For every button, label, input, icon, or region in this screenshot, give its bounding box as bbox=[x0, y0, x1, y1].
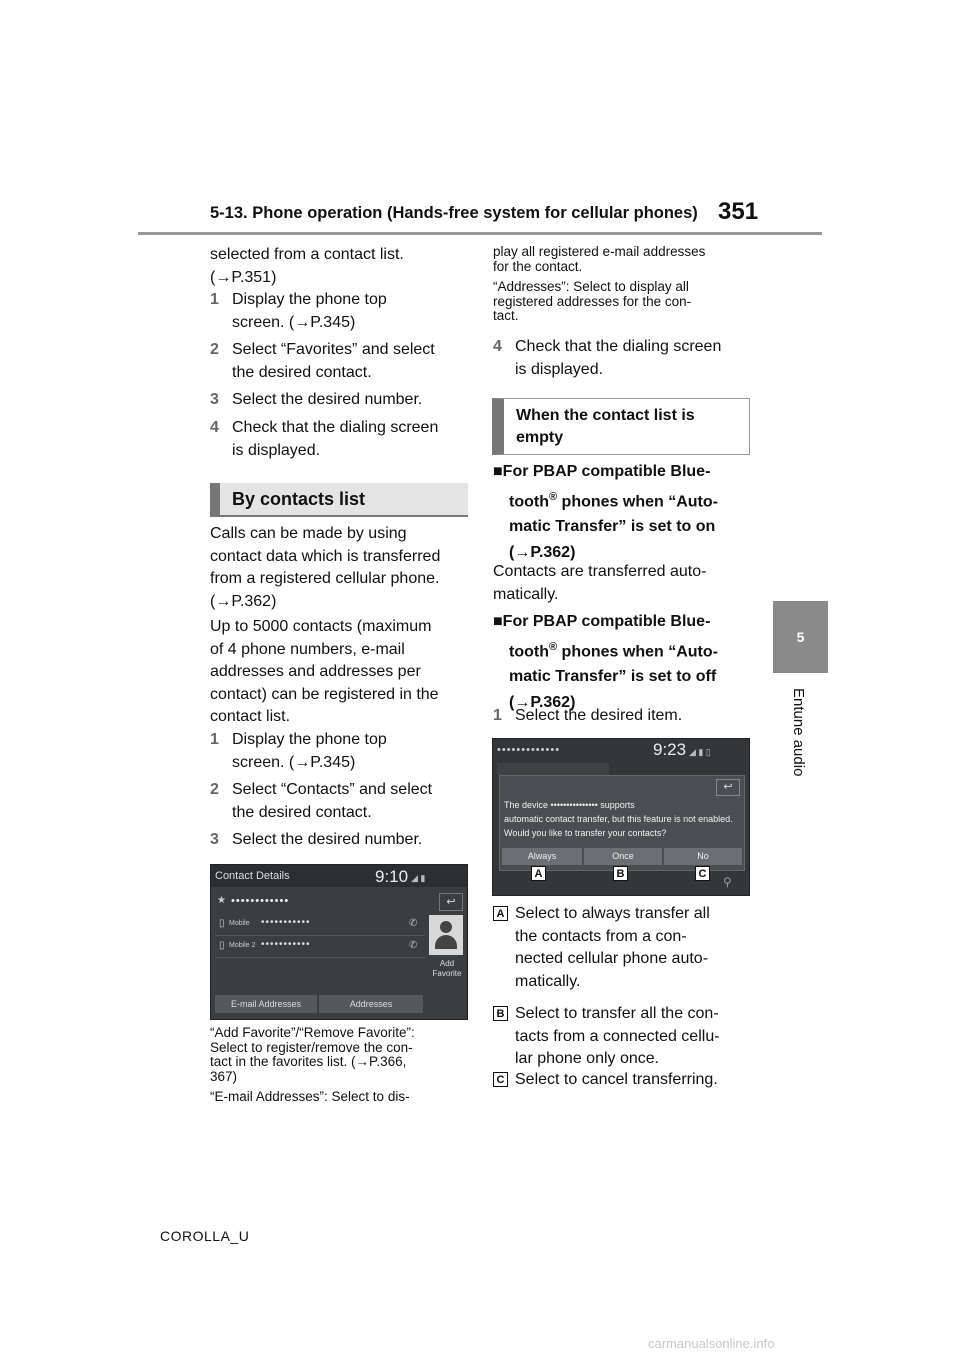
row-label: Mobile 2 bbox=[229, 942, 256, 949]
step-a3 bbox=[210, 389, 470, 412]
step-text: Select the desired number. bbox=[232, 391, 423, 408]
item-b bbox=[493, 1003, 755, 1071]
bullet-heading-on bbox=[493, 460, 755, 564]
step-text: Check that the dialing screen bbox=[232, 419, 439, 436]
para-line: Calls can be made by using bbox=[210, 525, 407, 542]
step-a1 bbox=[210, 289, 470, 334]
note-line: tact in the favorites list. (→P.366, bbox=[210, 1054, 407, 1069]
para-line: (→P.362) bbox=[210, 592, 277, 610]
item-label-box: C bbox=[493, 1072, 508, 1087]
transfer-dialog-screenshot bbox=[492, 738, 750, 896]
star-icon: ★ bbox=[217, 895, 226, 906]
intro-ref: (→P.351) bbox=[210, 268, 277, 286]
step-number: 2 bbox=[210, 341, 219, 358]
watermark: carmanualsonline.info bbox=[648, 1336, 775, 1351]
item-line: nected cellular phone auto- bbox=[515, 950, 709, 967]
no-button[interactable]: No bbox=[664, 848, 742, 865]
message-line: Would you like to transfer your contacts? bbox=[504, 828, 667, 838]
callout-a: A bbox=[531, 866, 546, 881]
step-text: the desired contact. bbox=[232, 803, 372, 821]
note-line: tact. bbox=[493, 308, 519, 323]
email-addresses-button[interactable]: E-mail Addresses bbox=[215, 995, 317, 1013]
step-text: is displayed. bbox=[515, 360, 604, 378]
step-text: is displayed. bbox=[232, 441, 321, 459]
screen-title: ••••••••••••• bbox=[497, 744, 561, 756]
step-text: Select “Favorites” and select bbox=[232, 341, 435, 358]
item-line: Select to cancel transferring. bbox=[515, 1071, 718, 1088]
step-number: 4 bbox=[210, 419, 219, 436]
item-label-box: B bbox=[493, 1006, 508, 1021]
para-line: addresses and addresses per bbox=[210, 663, 421, 680]
screen-clock: 9:10 bbox=[375, 867, 409, 886]
step-r1 bbox=[493, 705, 753, 728]
screen-clock: 9:23 bbox=[653, 740, 687, 759]
para-line: Up to 5000 contacts (maximum bbox=[210, 618, 432, 635]
para-capacity bbox=[210, 616, 472, 729]
step-number: 4 bbox=[493, 338, 502, 355]
once-button[interactable]: Once bbox=[584, 848, 662, 865]
callout-b: B bbox=[613, 866, 628, 881]
note-line: for the contact. bbox=[493, 258, 583, 274]
dialog-message bbox=[504, 798, 733, 840]
step-text: Display the phone top bbox=[232, 291, 387, 308]
step-text: screen. (→P.345) bbox=[232, 753, 356, 771]
screen-title: Contact Details bbox=[215, 870, 290, 882]
always-button[interactable]: Always bbox=[502, 848, 582, 865]
section-heading-empty-list bbox=[492, 398, 750, 455]
contact-avatar bbox=[429, 915, 463, 955]
section-heading-contacts: By contacts list bbox=[210, 483, 468, 517]
row-value: ••••••••••• bbox=[261, 939, 311, 950]
item-c bbox=[493, 1069, 755, 1092]
step-number: 2 bbox=[210, 781, 219, 798]
bullet-line bbox=[493, 636, 755, 664]
bullet-heading-off bbox=[493, 610, 755, 714]
step-text: screen. (→P.345) bbox=[232, 313, 356, 331]
para-line: contact) can be registered in the bbox=[210, 685, 439, 703]
registered-mark: ® bbox=[548, 490, 558, 503]
item-line: lar phone only once. bbox=[515, 1050, 660, 1067]
para-line: from a registered cellular phone. bbox=[210, 570, 440, 587]
add-favorite-button[interactable] bbox=[429, 959, 465, 979]
add-fav-label: Add bbox=[439, 959, 455, 968]
para-line: matically. bbox=[493, 585, 559, 603]
row-label: Mobile bbox=[229, 920, 250, 927]
bullet-line: (→P.362) bbox=[509, 693, 576, 711]
note-line: “Add Favorite”/“Remove Favorite”: bbox=[210, 1025, 415, 1040]
bullet-line: matic Transfer” is set to on bbox=[509, 518, 716, 536]
left-intro bbox=[210, 244, 470, 289]
right-notes bbox=[493, 245, 755, 324]
running-header: 5-13. Phone operation (Hands-free system for cellular phones) bbox=[210, 204, 698, 222]
step-number: 1 bbox=[210, 731, 219, 748]
item-line: the contacts from a con- bbox=[515, 927, 687, 945]
step-r4 bbox=[493, 336, 753, 381]
bullet-text: phones when “Auto- bbox=[557, 642, 718, 660]
bullet-text: tooth bbox=[509, 642, 549, 660]
step-a2 bbox=[210, 339, 470, 384]
phone-row-mobile-2[interactable] bbox=[215, 937, 425, 958]
back-icon[interactable]: ↩ bbox=[716, 779, 740, 796]
step-a4 bbox=[210, 417, 470, 462]
bullet-text: tooth bbox=[509, 492, 549, 510]
para-line: contact data which is transferred bbox=[210, 547, 441, 565]
header-rule bbox=[138, 232, 822, 235]
bullet-line bbox=[493, 486, 755, 514]
step-text: Select the desired item. bbox=[515, 707, 683, 724]
chapter-title: Entune audio bbox=[790, 688, 807, 777]
bullet-line: ■For PBAP compatible Blue- bbox=[493, 613, 711, 630]
chapter-tab: 5 bbox=[773, 601, 828, 673]
step-b2 bbox=[210, 779, 470, 824]
heading-line: empty bbox=[516, 429, 564, 446]
left-notes bbox=[210, 1026, 472, 1105]
message-line: automatic contact transfer, but this feature is not enabled. bbox=[504, 814, 733, 824]
message-line: The device ••••••••••••••• supports bbox=[504, 800, 635, 810]
intro-line: selected from a contact list. bbox=[210, 246, 404, 263]
item-line: Select to always transfer all bbox=[515, 905, 710, 922]
step-text: Check that the dialing screen bbox=[515, 338, 722, 355]
para-transfer bbox=[210, 523, 472, 613]
page-number: 351 bbox=[718, 198, 759, 225]
back-icon[interactable]: ↩ bbox=[439, 893, 463, 911]
bullet-text: phones when “Auto- bbox=[557, 492, 718, 510]
screen-tab-strip bbox=[497, 763, 609, 775]
para-line: Contacts are transferred auto- bbox=[493, 563, 707, 580]
footer-model: COROLLA_U bbox=[160, 1228, 250, 1244]
para-auto bbox=[493, 561, 755, 606]
step-text: the desired contact. bbox=[232, 363, 372, 381]
search-icon: ⚲ bbox=[723, 875, 732, 889]
item-line: tacts from a connected cellu- bbox=[515, 1027, 720, 1045]
note-line: play all registered e-mail addresses bbox=[493, 244, 706, 259]
contact-name: •••••••••••• bbox=[231, 895, 290, 907]
para-line: contact list. bbox=[210, 708, 291, 725]
step-number: 3 bbox=[210, 391, 219, 408]
step-text: Select “Contacts” and select bbox=[232, 781, 433, 798]
registered-mark: ® bbox=[548, 640, 558, 653]
note-line: Select to register/remove the con- bbox=[210, 1039, 413, 1055]
note-line: registered addresses for the con- bbox=[493, 293, 692, 309]
item-a bbox=[493, 903, 755, 993]
note-line: 367) bbox=[210, 1068, 238, 1084]
para-line: of 4 phone numbers, e-mail bbox=[210, 640, 405, 658]
step-number: 3 bbox=[210, 831, 219, 848]
step-number: 1 bbox=[493, 707, 502, 724]
bullet-line: ■For PBAP compatible Blue- bbox=[493, 463, 711, 480]
mobile-phone-icon: ▯ bbox=[219, 918, 225, 929]
step-b3 bbox=[210, 829, 470, 852]
call-icon: ✆ bbox=[409, 940, 418, 951]
step-number: 1 bbox=[210, 291, 219, 308]
contact-details-screenshot bbox=[210, 864, 468, 1020]
signal-icon: ◢ ▮ ▯ bbox=[689, 747, 711, 757]
row-value: ••••••••••• bbox=[261, 917, 311, 928]
addresses-button[interactable]: Addresses bbox=[319, 995, 423, 1013]
note-line: “E-mail Addresses”: Select to dis- bbox=[210, 1089, 410, 1104]
phone-row-mobile[interactable] bbox=[215, 915, 425, 936]
step-b1 bbox=[210, 729, 470, 774]
item-line: Select to transfer all the con- bbox=[515, 1005, 719, 1022]
bullet-line: matic Transfer” is set to off bbox=[509, 668, 717, 686]
signal-icon: ◢ ▮ bbox=[411, 873, 426, 883]
heading-line: When the contact list is bbox=[516, 407, 695, 424]
note-line: “Addresses”: Select to display all bbox=[493, 279, 689, 294]
add-fav-label: Favorite bbox=[432, 969, 462, 978]
transfer-dialog bbox=[499, 775, 745, 871]
mobile-phone-icon: ▯ bbox=[219, 940, 225, 951]
item-line: matically. bbox=[515, 972, 581, 990]
bullet-line: (→P.362) bbox=[509, 543, 576, 561]
callout-c: C bbox=[695, 866, 710, 881]
step-text: Display the phone top bbox=[232, 731, 387, 748]
call-icon: ✆ bbox=[409, 918, 418, 929]
step-text: Select the desired number. bbox=[232, 831, 423, 848]
item-label-box: A bbox=[493, 906, 508, 921]
